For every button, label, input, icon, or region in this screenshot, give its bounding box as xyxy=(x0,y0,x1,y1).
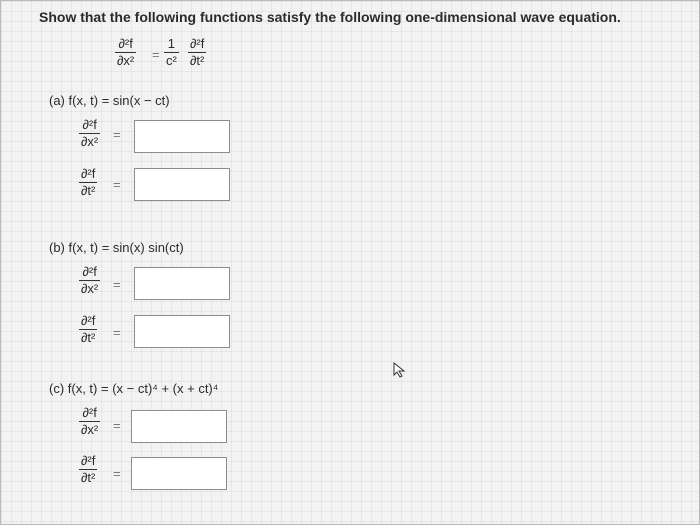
part-a-dx2-den: ∂x² xyxy=(81,134,99,149)
part-b-d2fdt2 xyxy=(79,313,97,346)
part-b-dx2-num: ∂²f xyxy=(82,264,97,279)
part-b-d2fdx2 xyxy=(79,264,100,297)
part-a-dx2-equals: = xyxy=(113,127,121,142)
part-c-function: (c) f(x, t) = (x − ct)⁴ + (x + ct)⁴ xyxy=(49,381,219,396)
part-a-d2fdx2 xyxy=(79,117,100,150)
part-b-dx2-equals: = xyxy=(113,277,121,292)
part-a-dt2-den: ∂t² xyxy=(81,183,96,198)
part-c-dt2-equals: = xyxy=(113,466,121,481)
part-c-dx2-equals: = xyxy=(113,418,121,433)
mouse-pointer-icon xyxy=(393,362,407,378)
part-b-dt2-answer-input[interactable] xyxy=(134,315,230,348)
wave-eq-rhs-den: ∂t² xyxy=(190,53,205,68)
part-c-dt2-num: ∂²f xyxy=(81,453,96,468)
part-a-dt2-equals: = xyxy=(113,177,121,192)
part-a-dx2-num: ∂²f xyxy=(82,117,97,132)
part-b-dt2-den: ∂t² xyxy=(81,330,96,345)
part-a-function: (a) f(x, t) = sin(x − ct) xyxy=(49,93,170,108)
wave-eq-lhs-num: ∂²f xyxy=(118,36,133,51)
part-b-dx2-den: ∂x² xyxy=(81,281,99,296)
part-c-dt2-den: ∂t² xyxy=(81,470,96,485)
part-c-dx2-num: ∂²f xyxy=(82,405,97,420)
wave-eq-coef xyxy=(164,36,179,69)
question-prompt: Show that the following functions satisfy the following one-dimensional wave equation. xyxy=(39,9,621,25)
part-c-d2fdt2 xyxy=(79,453,97,486)
wave-eq-rhs xyxy=(188,36,206,69)
part-c-dt2-answer-input[interactable] xyxy=(131,457,227,490)
part-c-d2fdx2 xyxy=(79,405,100,438)
wave-eq-rhs-num: ∂²f xyxy=(190,36,205,51)
part-b-dt2-num: ∂²f xyxy=(81,313,96,328)
part-a-d2fdt2 xyxy=(79,166,97,199)
part-b-dx2-answer-input[interactable] xyxy=(134,267,230,300)
part-c-dx2-answer-input[interactable] xyxy=(131,410,227,443)
wave-eq-coef-num: 1 xyxy=(167,36,176,51)
wave-eq-lhs-den: ∂x² xyxy=(117,53,135,68)
part-b-function: (b) f(x, t) = sin(x) sin(ct) xyxy=(49,240,184,255)
wave-eq-coef-den: c² xyxy=(166,53,177,68)
part-a-dt2-num: ∂²f xyxy=(81,166,96,181)
part-b-dt2-equals: = xyxy=(113,325,121,340)
wave-eq-equals: = xyxy=(152,47,160,62)
part-a-dx2-answer-input[interactable] xyxy=(134,120,230,153)
wave-eq-lhs xyxy=(115,36,136,69)
part-c-dx2-den: ∂x² xyxy=(81,422,99,437)
part-a-dt2-answer-input[interactable] xyxy=(134,168,230,201)
